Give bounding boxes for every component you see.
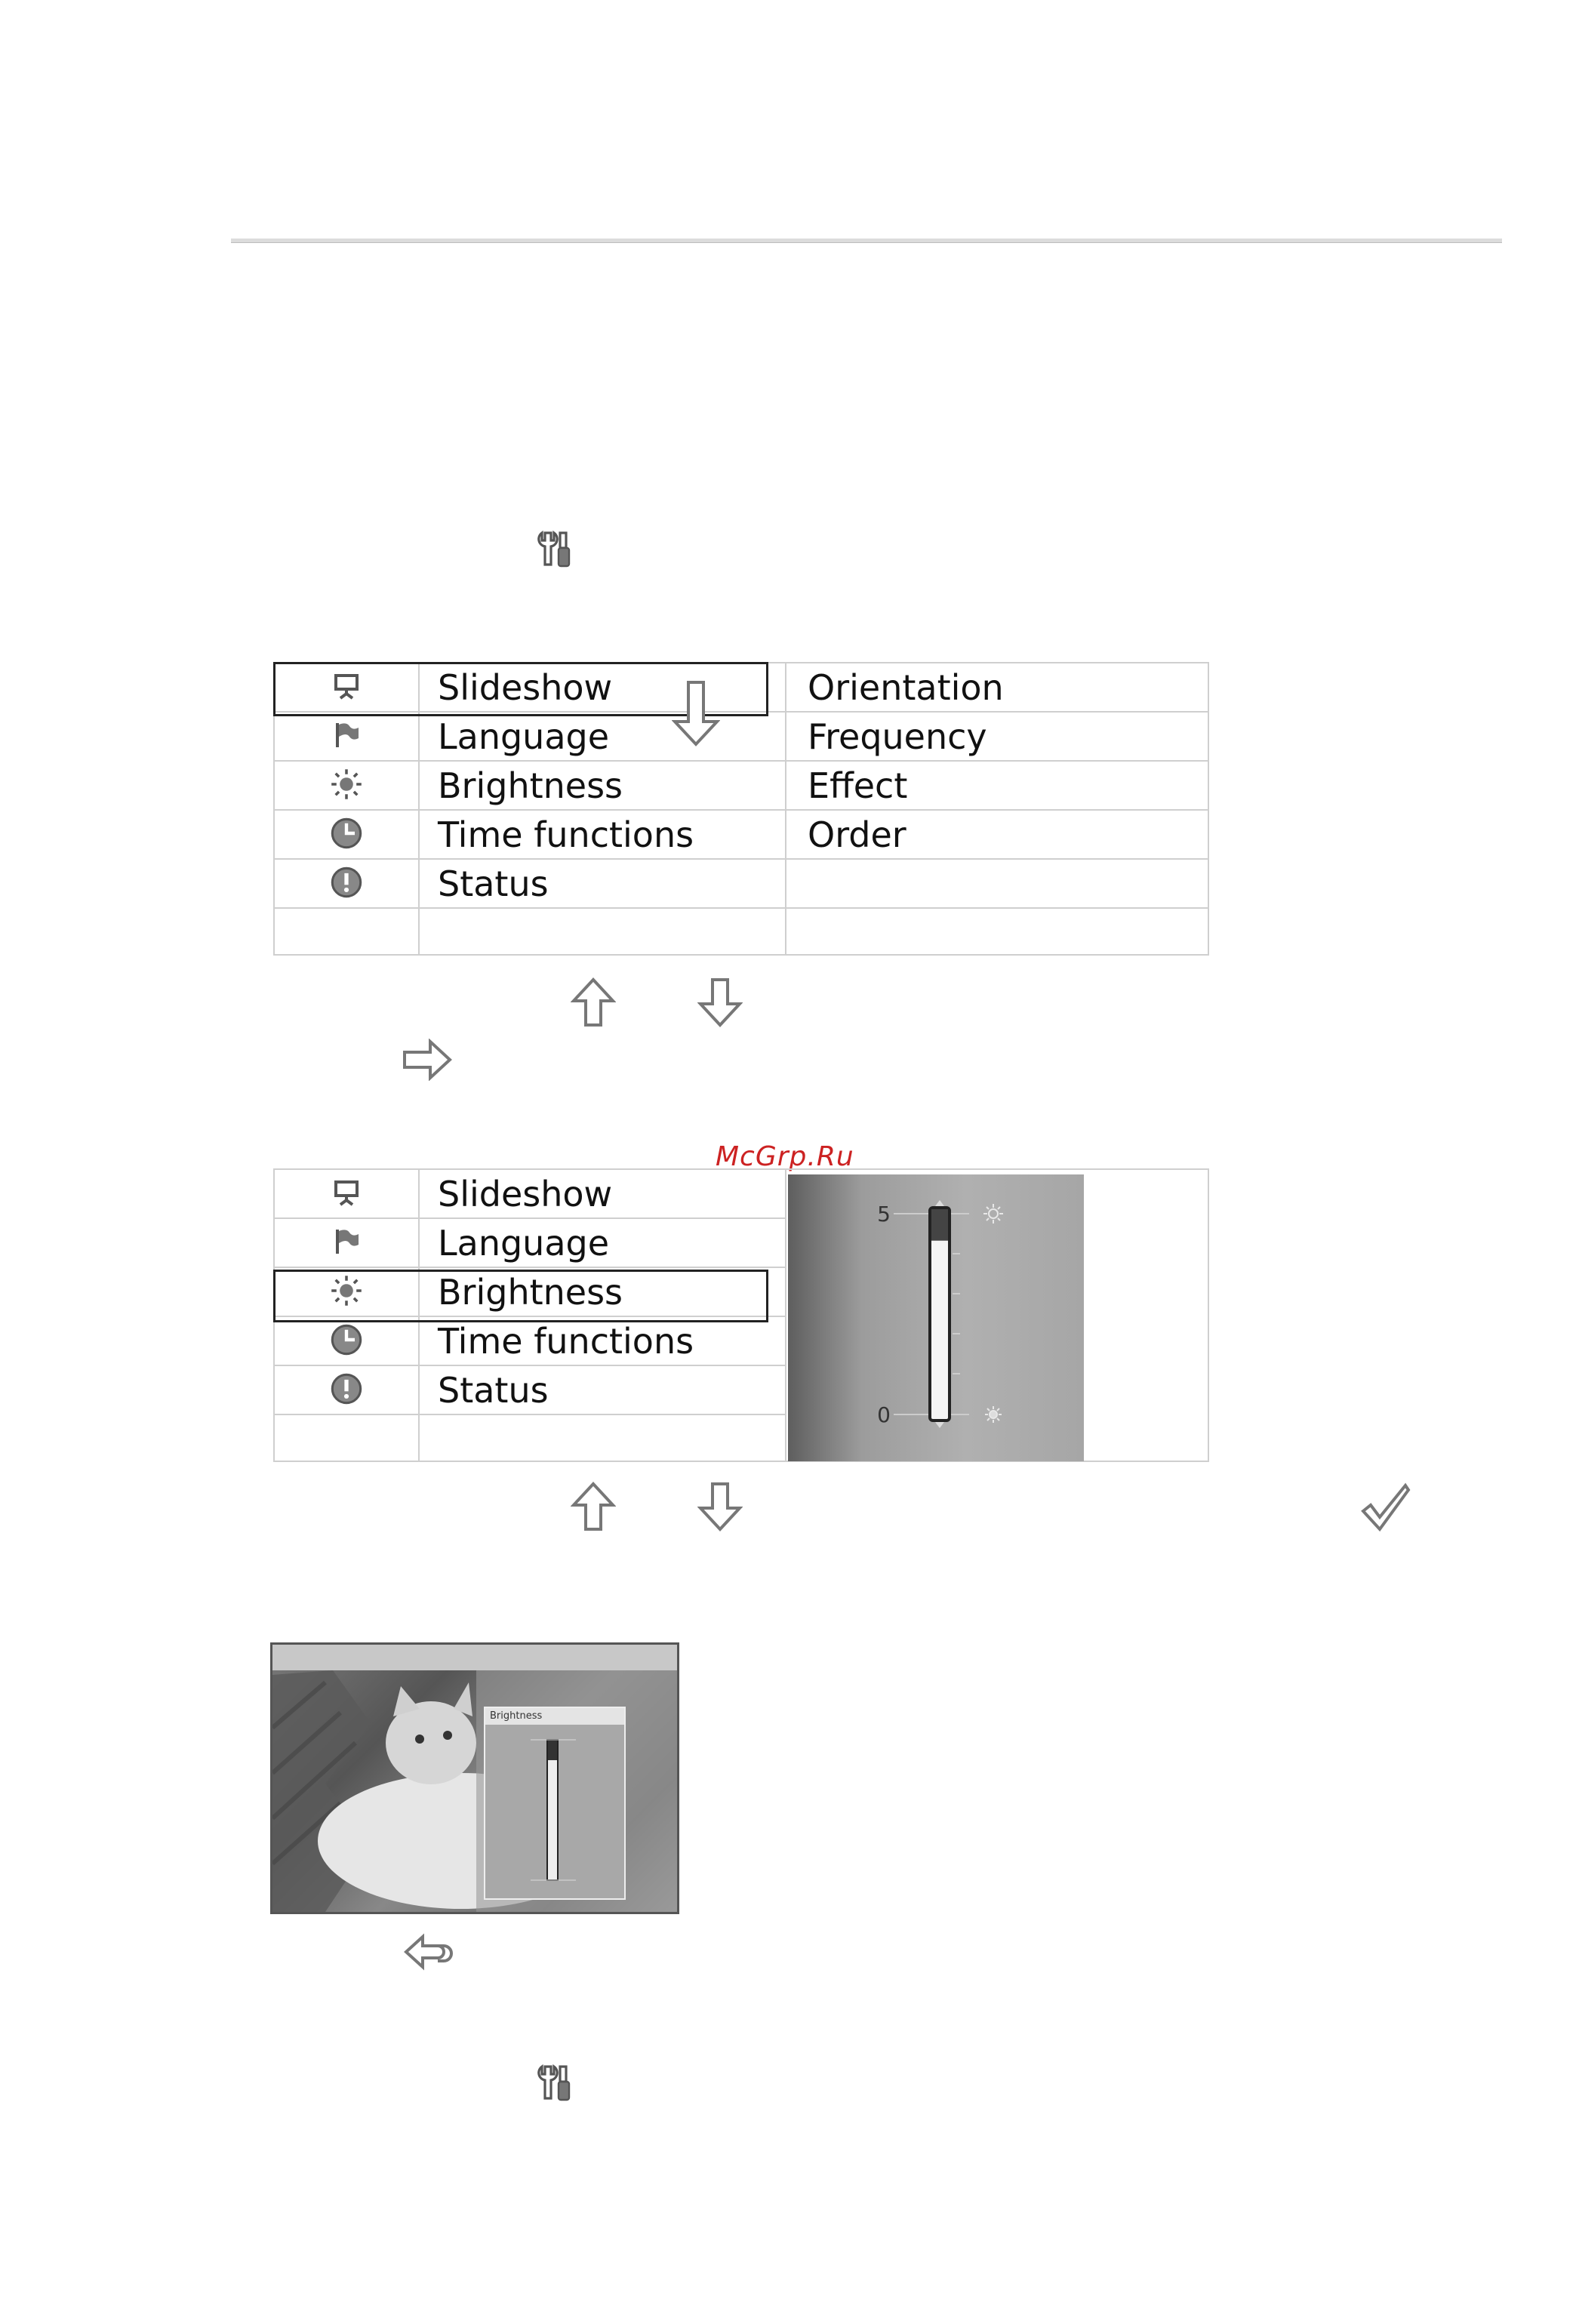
flag-icon [331, 720, 362, 750]
menu-item-label: Language [419, 712, 786, 761]
sun-bright-icon [983, 1204, 1003, 1224]
brightness-slider[interactable] [788, 1174, 1084, 1461]
submenu-item-label[interactable]: Orientation [786, 663, 1208, 712]
menu-row[interactable] [274, 761, 1208, 810]
sun-dim-icon [985, 1406, 1002, 1423]
scale-max-label: 5 [877, 1202, 891, 1227]
menu-row[interactable] [274, 712, 1208, 761]
settings-tools-icon [534, 2062, 577, 2104]
menu-row[interactable] [274, 663, 1208, 712]
scale-min-label: 0 [877, 1402, 891, 1427]
menu-item-label: Brightness [419, 1267, 786, 1316]
sun-icon [330, 768, 363, 801]
menu-item-label: Status [419, 859, 786, 908]
clock-icon [330, 1323, 363, 1356]
back-arrow-icon [402, 1932, 456, 1975]
info-icon [330, 1372, 363, 1405]
menu-row-empty [274, 908, 1208, 955]
menu-row[interactable] [274, 859, 1208, 908]
arrow-up-icon [571, 977, 616, 1028]
menu-item-label: Language [419, 1218, 786, 1267]
arrow-down-icon [697, 977, 743, 1028]
info-icon [330, 866, 363, 899]
menu-item-label: Time functions [419, 810, 786, 859]
menu-item-label: Slideshow [419, 663, 786, 712]
photo-frame-preview [270, 1642, 679, 1914]
clock-icon [330, 817, 363, 850]
header-rule [231, 239, 1502, 243]
submenu-item-label[interactable]: Effect [786, 761, 1208, 810]
submenu-item-label[interactable]: Frequency [786, 712, 1208, 761]
submenu-item-label[interactable]: Order [786, 810, 1208, 859]
slider-level-fill [931, 1209, 948, 1241]
brightness-slider-panel [788, 1174, 1084, 1461]
slideshow-icon [331, 1177, 362, 1208]
brightness-popup [484, 1707, 626, 1900]
watermark: McGrp.Ru [716, 1141, 854, 1172]
arrow-down-icon [697, 1481, 743, 1532]
sun-icon [330, 1274, 363, 1307]
settings-menu-1 [273, 662, 1209, 956]
menu-item-label: Brightness [419, 761, 786, 810]
arrow-up-icon [571, 1481, 616, 1532]
menu-item-label: Slideshow [419, 1169, 786, 1218]
slideshow-icon [331, 671, 362, 701]
arrow-right-icon [402, 1039, 453, 1081]
menu-item-label: Status [419, 1365, 786, 1414]
menu-row[interactable] [274, 810, 1208, 859]
brightness-popup-title: Brightness [485, 1708, 624, 1725]
checkmark-icon [1359, 1481, 1411, 1534]
submenu-item-label [786, 859, 1208, 908]
settings-tools-icon [534, 528, 577, 571]
flag-icon [331, 1227, 362, 1257]
arrow-down-icon [672, 679, 720, 747]
menu-item-label: Time functions [419, 1316, 786, 1365]
